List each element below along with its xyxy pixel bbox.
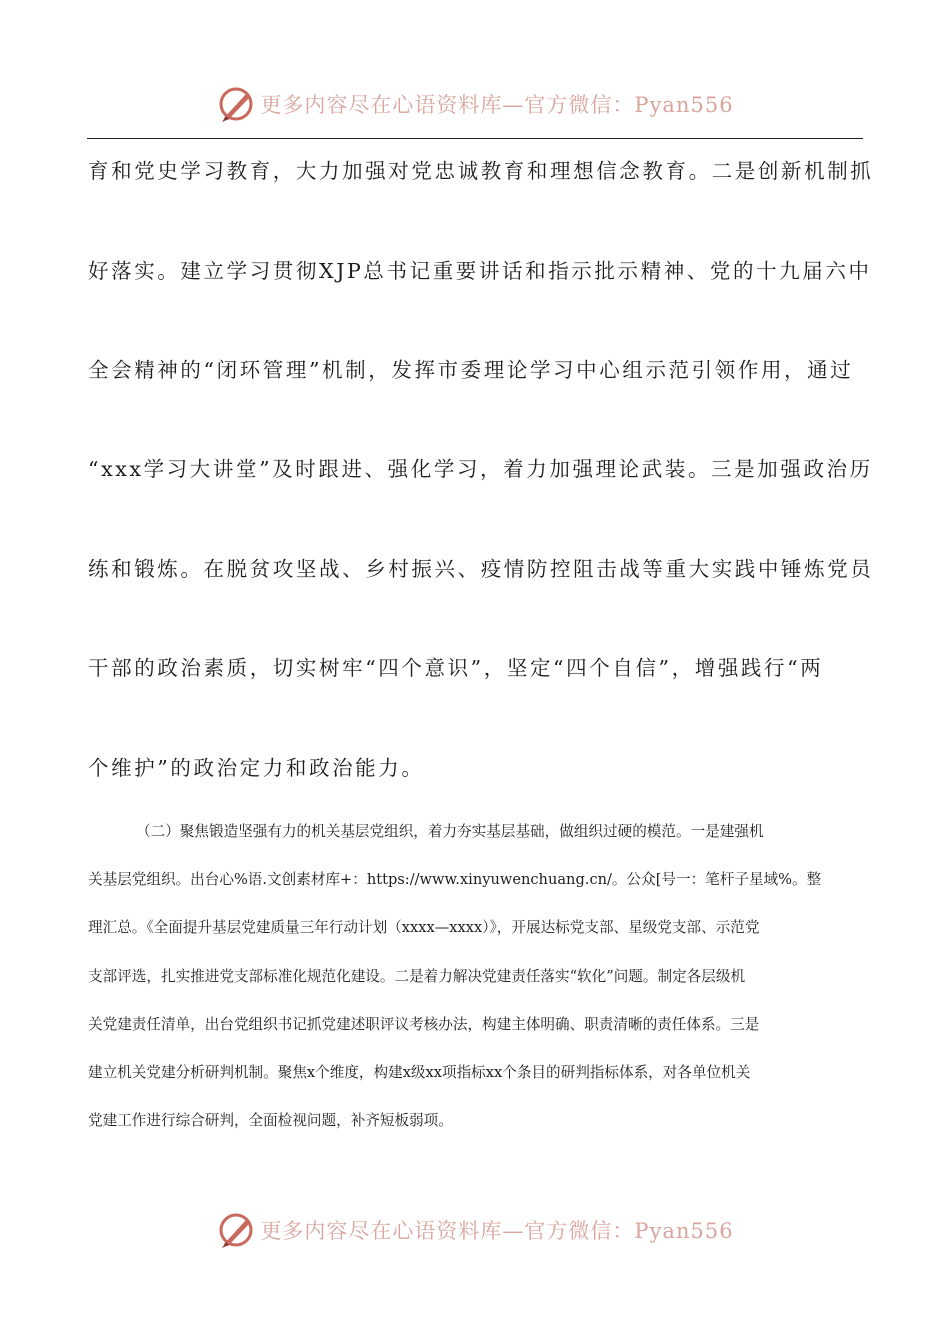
paragraph-line-5: 关党建责任清单，出台党组织书记抓党建述职评议考核办法，构建主体明确、职责清晰的责任体系。三是 [88, 1016, 760, 1033]
paragraph-line-6: 建立机关党建分析研判机制。聚焦x个维度，构建x级xx项指标xx个条目的研判指标体系，对各单位机关 [88, 1064, 751, 1081]
header-banner [0, 82, 950, 126]
body-line-4: “xxx学习大讲堂”及时跟进、强化学习，着力加强理论武装。三是加强政治历 [88, 457, 873, 481]
pen-logo-icon [216, 1210, 256, 1250]
header-divider [87, 138, 863, 139]
paragraph-line-4: 支部评选，扎实推进党支部标准化规范化建设。二是着力解决党建责任落实“软化”问题。制定各层级机 [88, 968, 746, 985]
footer-banner-text: 更多内容尽在心语资料库—官方微信：Pyan556 [260, 1219, 734, 1243]
header-banner-text: 更多内容尽在心语资料库—官方微信：Pyan556 [260, 93, 734, 117]
pen-logo-icon [216, 84, 256, 124]
paragraph-line-3: 理汇总。《全面提升基层党建质量三年行动计划（xxxx—xxxx）》，开展达标党支部、星级党支部、示范党 [88, 919, 760, 936]
body-line-2: 好落实。建立学习贯彻XJP总书记重要讲话和指示批示精神、党的十九届六中 [88, 259, 872, 283]
paragraph-line-7: 党建工作进行综合研判，全面检视问题，补齐短板弱项。 [88, 1112, 453, 1129]
body-line-3: 全会精神的“闭环管理”机制，发挥市委理论学习中心组示范引领作用，通过 [88, 358, 854, 382]
body-line-1: 育和党史学习教育，大力加强对党忠诚教育和理想信念教育。二是创新机制抓 [88, 159, 874, 183]
footer-banner [0, 1208, 950, 1252]
body-line-5: 练和锻炼。在脱贫攻坚战、乡村振兴、疫情防控阻击战等重大实践中锤炼党员 [88, 557, 874, 581]
paragraph-line-2: 关基层党组织。出台心%语.文创素材库+：https://www.xinyuwenchuang.cn/。公众[号一：笔杆子星域%。整 [88, 871, 822, 888]
body-line-6: 干部的政治素质，切实树牢“四个意识”，坚定“四个自信”，增强践行“两 [88, 656, 824, 680]
body-line-7: 个维护”的政治定力和政治能力。 [88, 756, 425, 780]
paragraph-line-1: （二）聚焦锻造坚强有力的机关基层党组织，着力夯实基层基础，做组织过硬的模范。一是建强机 [136, 823, 764, 840]
